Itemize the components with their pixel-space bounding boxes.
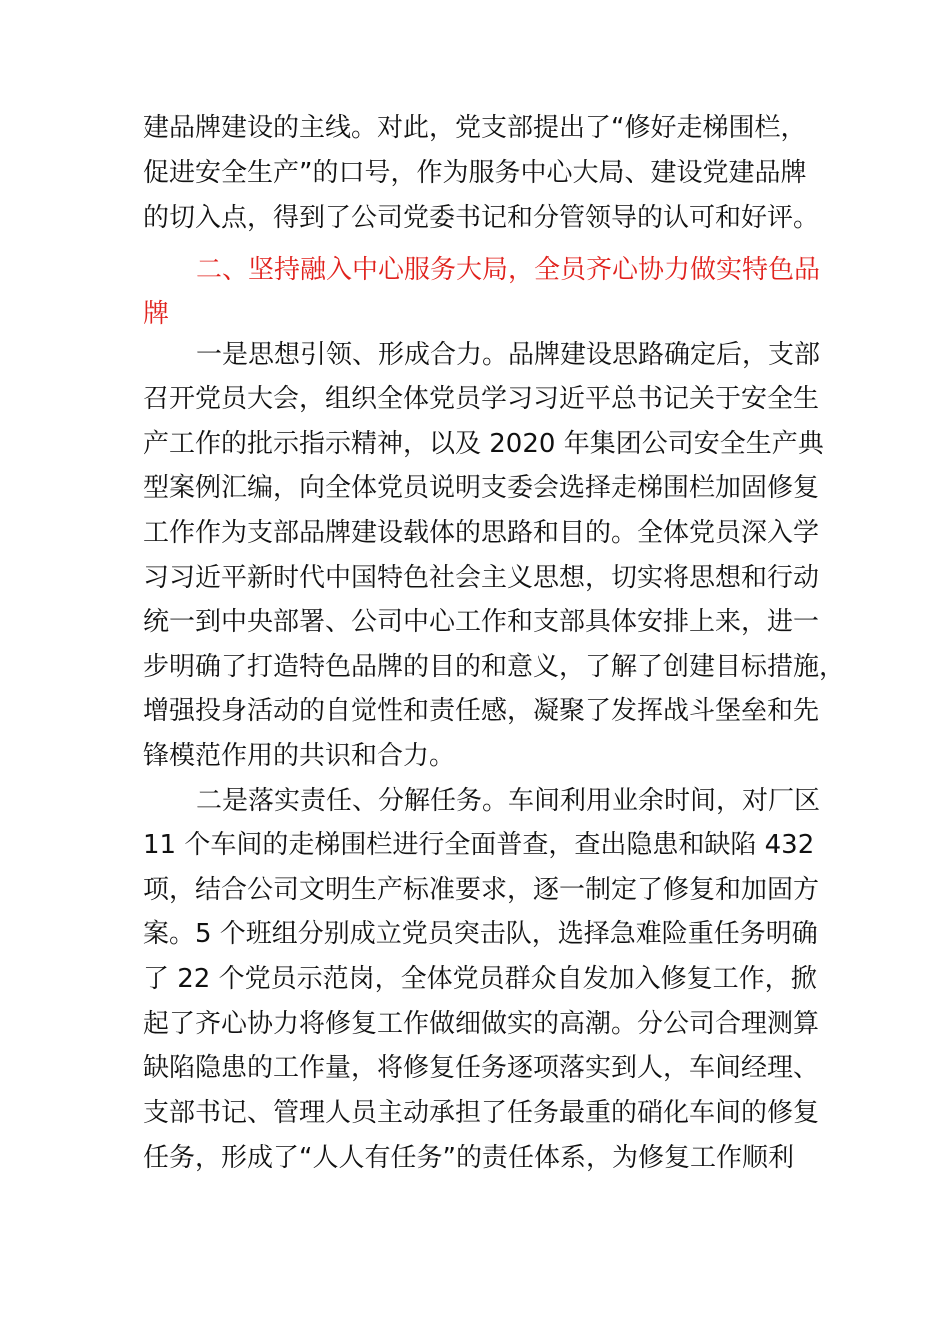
section-heading: 二、坚持融入中心服务大局，全员齐心协力做实特色品 [196,255,821,285]
body-text-line: 了 22 个党员示范岗，全体党员群众自发加入修复工作，掀 [143,964,817,994]
body-text-line: 产工作的批示指示精神，以及 2020 年集团公司安全生产典 [143,429,824,459]
body-text-line: 项，结合公司文明生产标准要求，逐一制定了修复和加固方 [143,875,820,905]
body-text-line: 增强投身活动的自觉性和责任感，凝聚了发挥战斗堡垒和先 [143,696,820,726]
body-text-line: 的切入点，得到了公司党委书记和分管领导的认可和好评。 [143,203,820,233]
body-text-line: 建品牌建设的主线。对此，党支部提出了“修好走梯围栏， [143,113,807,143]
body-text-line: 11 个车间的走梯围栏进行全面普查，查出隐患和缺陷 432 [143,830,815,860]
body-text-line: 工作作为支部品牌建设载体的思路和目的。全体党员深入学 [143,518,820,548]
body-text-line: 任务，形成了“人人有任务”的责任体系，为修复工作顺利 [143,1143,794,1173]
paragraph-first-line: 二是落实责任、分解任务。车间利用业余时间，对厂区 [196,786,821,816]
body-text-line: 支部书记、管理人员主动承担了任务最重的硝化车间的修复 [143,1098,820,1128]
body-text-line: 起了齐心协力将修复工作做细做实的高潮。分公司合理测算 [143,1009,820,1039]
body-text-line: 缺陷隐患的工作量，将修复任务逐项落实到人，车间经理、 [143,1053,820,1083]
body-text-line: 统一到中央部署、公司中心工作和支部具体安排上来，进一 [143,607,820,637]
body-text-line: 习习近平新时代中国特色社会主义思想，切实将思想和行动 [143,563,820,593]
body-text-line: 步明确了打造特色品牌的目的和意义，了解了创建目标措施， [143,652,846,682]
body-text-line: 案。5 个班组分别成立党员突击队，选择急难险重任务明确 [143,919,818,949]
paragraph-first-line: 一是思想引领、形成合力。品牌建设思路确定后，支部 [196,340,821,370]
body-text-line: 型案例汇编，向全体党员说明支委会选择走梯围栏加固修复 [143,473,820,503]
body-text-line: 锋模范作用的共识和合力。 [143,741,456,771]
body-text-line: 促进安全生产”的口号，作为服务中心大局、建设党建品牌 [143,158,807,188]
section-heading-continuation: 牌 [143,299,170,329]
body-text-line: 召开党员大会，组织全体党员学习习近平总书记关于安全生 [143,384,820,414]
